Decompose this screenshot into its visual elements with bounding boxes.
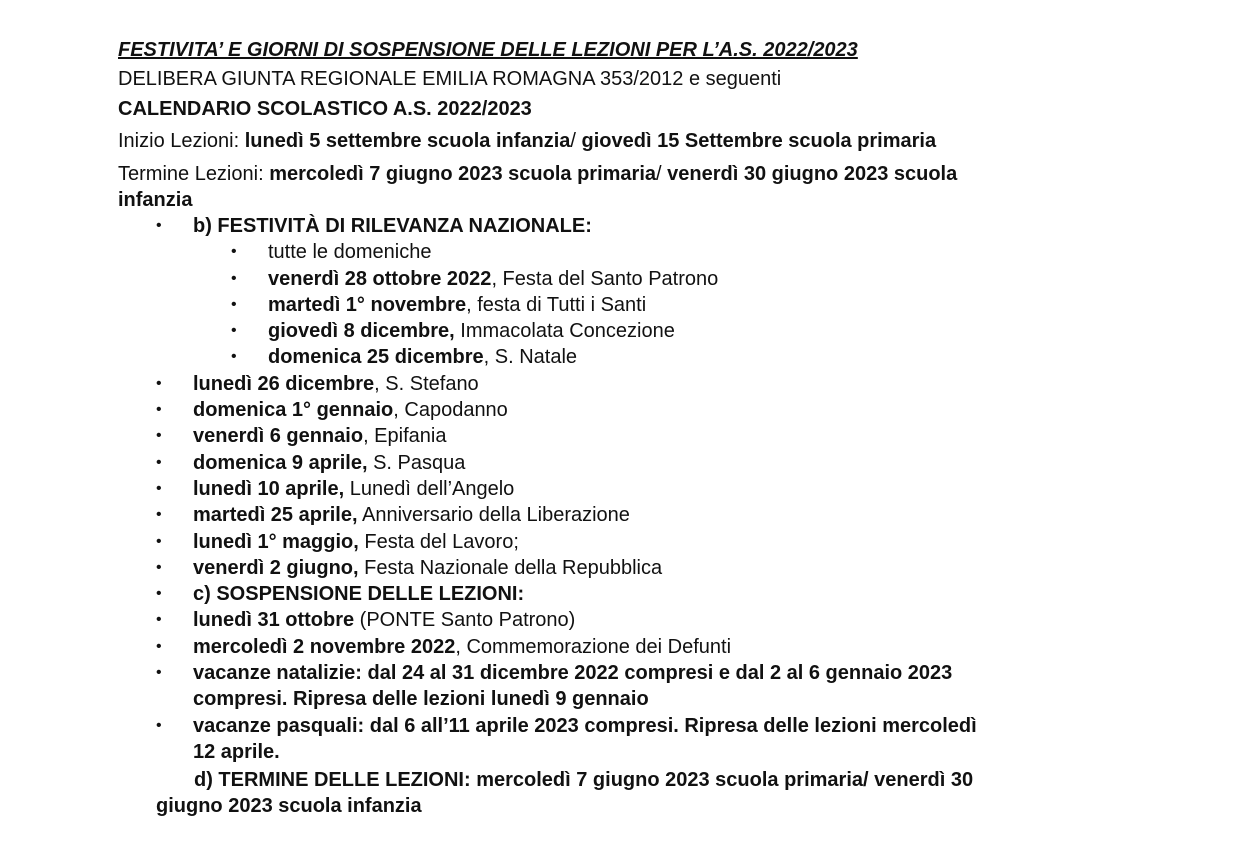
item-bold: venerdì 2 giugno, <box>193 556 359 579</box>
item-text: (PONTE Santo Patrono) <box>354 609 576 632</box>
festivita-heading-text: b) FESTIVITÀ DI RILEVANZA NAZIONALE: <box>193 215 592 237</box>
vacanze-natalizie-item <box>118 660 1093 713</box>
vacanze-natalizie-line-2: compresi. Ripresa delle lezioni lunedì 9 gennaio <box>193 688 649 711</box>
item-text: , S. Stefano <box>374 372 479 395</box>
list-item <box>118 397 1118 423</box>
list-item <box>118 529 1118 555</box>
festivita-heading <box>118 213 1118 371</box>
list-item <box>118 239 1118 265</box>
item-bold: venerdì 6 gennaio <box>193 425 364 448</box>
termine-heading-line-2: giugno 2023 scuola infanzia <box>156 795 422 818</box>
termine-label: Termine Lezioni: <box>118 163 270 185</box>
item-text: , Capodanno <box>393 399 508 422</box>
vacanze-pasquali-item <box>118 713 1093 766</box>
item-text: tutte le domeniche <box>268 241 432 264</box>
festivita-list <box>118 213 1118 765</box>
item-text: Festa del Lavoro; <box>358 530 519 553</box>
item-bold: lunedì 10 aprile, <box>193 477 345 500</box>
item-text: Lunedì dell’Angelo <box>344 477 515 500</box>
termine-lezioni-line <box>118 161 1108 213</box>
termine-heading-line-1: d) TERMINE DELLE LEZIONI: mercoledì 7 giugno 2023 scuola primaria/ venerdì 30 <box>194 769 974 792</box>
item-bold: domenica 1° gennaio <box>193 399 394 422</box>
list-item <box>118 476 1118 502</box>
sospensione-heading-text: c) SOSPENSIONE DELLE LEZIONI: <box>193 583 525 606</box>
list-item <box>118 318 1118 344</box>
item-bold: mercoledì 2 novembre 2022 <box>193 635 456 658</box>
termine-value: mercoledì 7 giugno 2023 scuola primaria <box>269 163 656 185</box>
sospensione-heading <box>118 581 1118 607</box>
item-text: , S. Natale <box>483 346 578 369</box>
list-item <box>118 266 1118 292</box>
termine-separator: / <box>656 163 668 185</box>
item-bold: lunedì 31 ottobre <box>193 609 355 632</box>
item-text: Festa Nazionale della Repubblica <box>358 556 663 579</box>
item-text: Immacolata Concezione <box>454 320 675 343</box>
item-text: Anniversario della Liberazione <box>357 504 630 527</box>
vacanze-pasquali-line-2: 12 aprile. <box>193 740 280 763</box>
inizio-value-2: giovedì 15 Settembre scuola primaria <box>581 130 937 152</box>
list-item <box>118 634 1118 660</box>
list-item <box>118 607 1118 633</box>
vacanze-pasquali-line-1: • vacanze pasquali: dal 6 all’11 aprile 2023 compresi. Ripresa delle lezioni mercoledì <box>193 714 977 737</box>
item-bold: venerdì 28 ottobre 2022 <box>268 267 492 290</box>
list-item <box>118 555 1118 581</box>
list-item <box>118 450 1118 476</box>
termine-lezioni-section <box>118 767 1146 819</box>
list-item <box>118 423 1118 449</box>
item-bold: martedì 25 aprile, <box>193 504 358 527</box>
item-text: S. Pasqua <box>367 451 466 474</box>
list-item <box>118 502 1118 528</box>
termine-value-2a: venerdì 30 giugno 2023 scuola <box>667 163 958 185</box>
document-page <box>118 36 1118 819</box>
item-bold: martedì 1° novembre <box>268 293 467 316</box>
calendario-heading: CALENDARIO SCOLASTICO A.S. 2022/2023 <box>118 98 532 120</box>
item-bold: lunedì 1° maggio, <box>193 530 359 553</box>
document-title: FESTIVITA’ E GIORNI DI SOSPENSIONE DELLE LEZIONI PER L’A.S. 2022/2023 <box>118 39 858 61</box>
list-item <box>118 344 1118 370</box>
inizio-label: Inizio Lezioni: <box>118 130 245 152</box>
list-item <box>118 371 1118 397</box>
item-bold: giovedì 8 dicembre, <box>268 320 455 343</box>
item-bold: domenica 25 dicembre <box>268 346 484 369</box>
inizio-lezioni-line <box>118 124 1118 158</box>
festivita-sub-list <box>193 239 1118 370</box>
item-text: , Commemorazione dei Defunti <box>455 635 732 658</box>
vacanze-natalizie-line-1: • vacanze natalizie: dal 24 al 31 dicembre 2022 compresi e dal 2 al 6 gennaio 2023 <box>193 662 953 685</box>
termine-value-2b: infanzia <box>118 189 193 211</box>
item-bold: domenica 9 aprile, <box>193 451 368 474</box>
item-text: , Epifania <box>363 425 447 448</box>
inizio-separator: / <box>570 130 582 152</box>
list-item <box>118 292 1118 318</box>
inizio-value: lunedì 5 settembre scuola infanzia <box>244 130 571 152</box>
item-text: , festa di Tutti i Santi <box>466 293 647 316</box>
item-text: , Festa del Santo Patrono <box>491 267 719 290</box>
item-bold: lunedì 26 dicembre <box>193 372 375 395</box>
delibera-line: DELIBERA GIUNTA REGIONALE EMILIA ROMAGNA 353/2012 e seguenti <box>118 68 782 90</box>
